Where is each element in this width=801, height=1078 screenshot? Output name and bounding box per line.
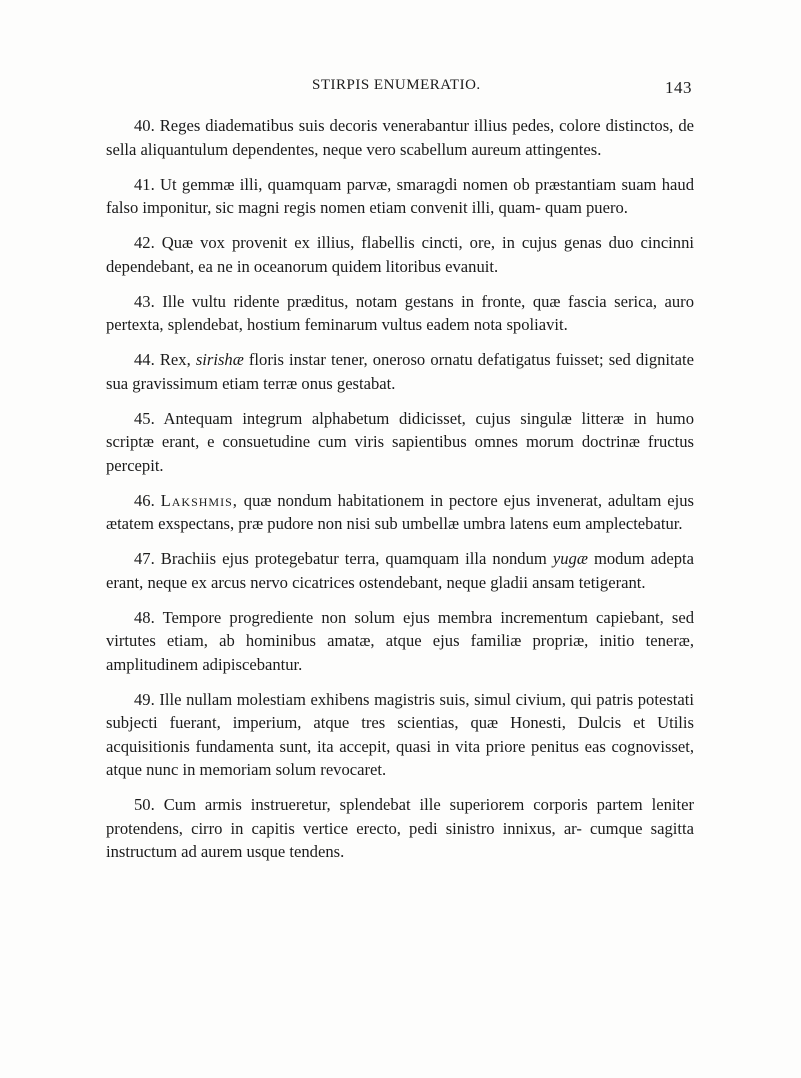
paragraph-41 <box>106 173 694 220</box>
page-header <box>312 77 692 105</box>
verse-number: 50. <box>134 795 155 814</box>
paragraph-text-before: Brachiis ejus protegebatur terra, quamquam illa nondum <box>160 549 547 568</box>
paragraph-text: Reges diadematibus suis decoris venerabantur illius pedes, colore distinctos, de sella aliquantulum dependentes, neque vero scabellum aureum attingentes. <box>106 116 694 159</box>
page-number: 143 <box>665 78 692 97</box>
paragraph-44 <box>106 348 694 395</box>
paragraph-text: Ille nullam molestiam exhibens magistris suis, simul civium, qui patris potestati subjecti fuerant, imperium, atque tres scientias, quæ Honesti, Dulcis et Utilis acquisitionis fundamenta sunt, ita accepit, quasi in vita priore penitus eas cognovisset, atque nunc in memoriam solum revocaret. <box>106 689 694 779</box>
verse-number: 42. <box>134 233 155 252</box>
verse-number: 48. <box>134 607 155 627</box>
verse-number: 45. <box>134 408 155 428</box>
paragraph-45 <box>106 407 694 478</box>
italic-term: sirishæ <box>195 350 244 369</box>
verse-number: 43. <box>134 291 155 311</box>
paragraph-49 <box>106 688 694 782</box>
paragraph-text-after: modum adepta erant, neque ex arcus nervo cicatrices ostendebant, neque gladii ansam tetigerant. <box>106 549 694 592</box>
small-caps-name: Lakshmis, <box>160 490 238 510</box>
verse-number: 40. <box>134 116 155 135</box>
paragraph-text-after: floris instar tener, oneroso ornatu defatigatus fuisset; sed dignitate sua gravissimum etiam terræ onus gestabat. <box>106 350 694 393</box>
page-body <box>106 114 694 875</box>
verse-number: 46. <box>134 490 155 510</box>
paragraph-text-before: Rex, <box>159 350 191 369</box>
verse-number: 49. <box>134 689 155 709</box>
paragraph-48 <box>106 606 694 677</box>
paragraph-text: Cum armis instrueretur, splendebat ille superiorem corporis partem leniter protendens, cirro in capitis vertice erecto, pedi sinistro innixus, ar- cumque sagitta instructum ad aurem usque tendens. <box>106 795 694 861</box>
paragraph-40 <box>106 114 694 161</box>
paragraph-text: Ut gemmæ illi, quamquam parvæ, smaragdi nomen ob præstantiam suam haud falso imponitur, sic magni regis nomen etiam convenit illi, quam- quam puero. <box>106 174 695 217</box>
verse-number: 47. <box>134 549 155 568</box>
running-head: STIRPIS ENUMERATIO. <box>312 77 481 93</box>
paragraph-47 <box>106 547 694 594</box>
paragraph-text: Ille vultu ridente præditus, notam gestans in fronte, quæ fascia serica, auro pertexta, splendebat, hostium feminarum vultus eadem nota spoliavit. <box>106 291 694 334</box>
paragraph-46 <box>106 489 694 536</box>
verse-number: 41. <box>134 174 155 194</box>
paragraph-50 <box>106 793 694 864</box>
paragraph-43 <box>106 290 694 337</box>
italic-term: yugæ <box>552 549 588 568</box>
verse-number: 44. <box>134 350 155 369</box>
paragraph-text: Quæ vox provenit ex illius, flabellis cincti, ore, in cujus genas duo cincinni dependebant, ea ne in oceanorum quidem litoribus evanuit. <box>106 233 694 276</box>
paragraph-42 <box>106 231 694 278</box>
paragraph-text: Antequam integrum alphabetum didicisset, cujus singulæ litteræ in humo scriptæ erant, e consuetudine cum viris sapientibus omnes morum doctrinæ fructus percepit. <box>106 408 694 475</box>
paragraph-text: Tempore progrediente non solum ejus membra incrementum capiebant, sed virtutes etiam, ab hominibus amatæ, atque ejus familiæ propriæ, initio teneræ, amplitudinem adipiscebantur. <box>106 607 694 674</box>
paragraph-text-after: quæ nondum habitationem in pectore ejus invenerat, adultam ejus ætatem exspectans, præ pudore non nisi sub umbellæ umbra latens eum amplectebatur. <box>106 490 694 533</box>
